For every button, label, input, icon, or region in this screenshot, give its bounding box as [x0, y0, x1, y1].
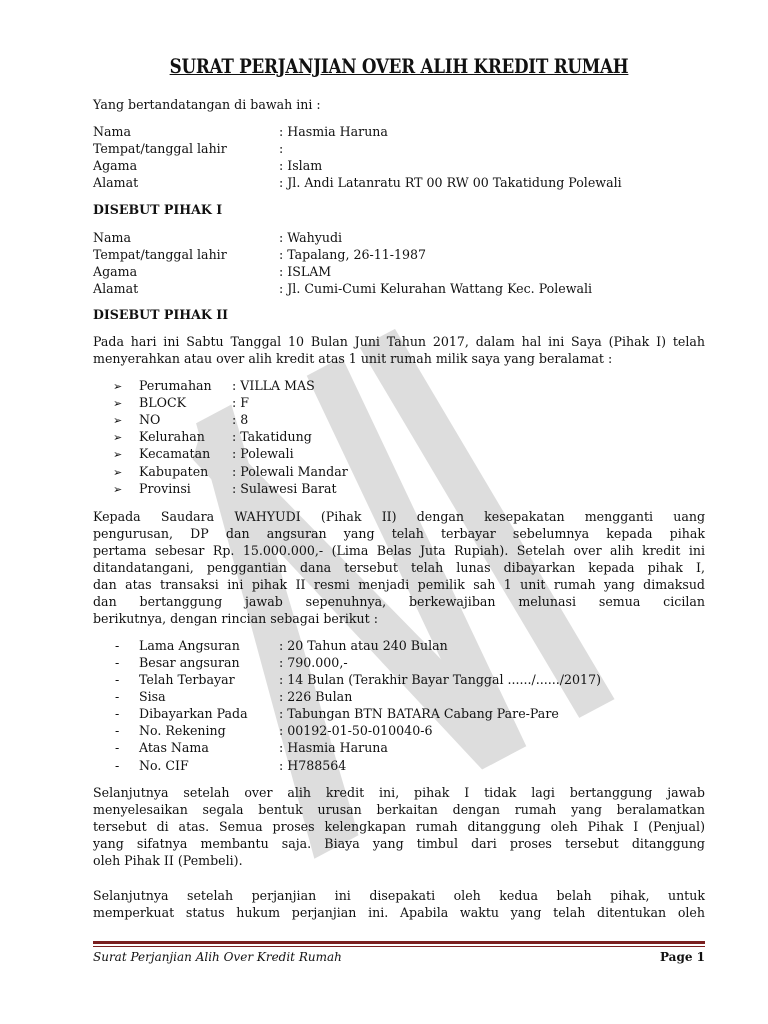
arrow-bullet-icon: ➢ — [113, 431, 123, 444]
item-value: : 790.000,- — [279, 655, 348, 670]
document-title: SURAT PERJANJIAN OVER ALIH KREDIT RUMAH — [169, 55, 629, 78]
pihak1-address-row — [93, 174, 622, 191]
item-label: Atas Nama — [139, 740, 209, 755]
paragraph-4 — [93, 887, 705, 921]
item-label: No. Rekening — [139, 723, 226, 738]
item-label: Sisa — [139, 689, 166, 704]
arrow-bullet-icon: ➢ — [113, 414, 123, 427]
paragraph-line: oleh Pihak II (Pembeli). — [93, 853, 243, 868]
item-label: Provinsi — [139, 481, 191, 496]
item-value: : VILLA MAS — [232, 378, 315, 393]
field-value: : Hasmia Haruna — [279, 124, 388, 139]
field-value: : Jl. Andi Latanratu RT 00 RW 00 Takatidung Polewali — [279, 175, 622, 190]
detail-item — [115, 671, 601, 688]
item-value: : F — [232, 395, 249, 410]
property-item — [113, 463, 348, 481]
pihak1-religion-row — [93, 157, 322, 174]
dash-bullet: - — [115, 706, 120, 721]
item-value: : H788564 — [279, 758, 347, 773]
paragraph-line: menyelesaikan segala bentuk urusan berkaitan dengan rumah yang beralamatkan — [93, 802, 705, 817]
detail-item — [115, 654, 348, 671]
item-value: : Tabungan BTN BATARA Cabang Pare-Pare — [279, 706, 559, 721]
property-item — [113, 480, 337, 498]
paragraph-line: ditandatangani, penggantian dana tersebut telah lunas dibayarkan kepada pihak I, — [93, 560, 705, 575]
pihak2-religion-row — [93, 263, 331, 280]
detail-item — [115, 739, 388, 756]
detail-item — [115, 637, 448, 654]
item-value: : Polewali — [232, 446, 294, 461]
item-label: Besar angsuran — [139, 655, 240, 670]
field-label: Alamat — [93, 281, 139, 296]
item-label: Dibayarkan Pada — [139, 706, 248, 721]
pihak2-heading: DISEBUT PIHAK II — [93, 307, 229, 322]
item-value: : Polewali Mandar — [232, 464, 348, 479]
paragraph-line: Selanjutnya setelah over alih kredit ini, pihak I tidak lagi bertanggung jawab — [93, 785, 705, 800]
pihak2-name-row — [93, 229, 342, 246]
property-item — [113, 411, 248, 429]
paragraph-line: Pada hari ini Sabtu Tanggal 10 Bulan Juni Tahun 2017, dalam hal ini Saya (Pihak I) telah — [93, 334, 705, 349]
arrow-bullet-icon: ➢ — [113, 397, 123, 410]
footer-document-name: Surat Perjanjian Alih Over Kredit Rumah — [93, 950, 342, 964]
pihak2-birth-row — [93, 246, 426, 263]
field-label: Nama — [93, 124, 131, 139]
paragraph-line: dan atas transaksi ini pihak II resmi menjadi pemilik sah 1 unit rumah yang dimaksud — [93, 577, 705, 592]
detail-item — [115, 722, 432, 739]
paragraph-line: Selanjutnya setelah perjanjian ini disepakati oleh kedua belah pihak, untuk — [93, 888, 705, 903]
property-item — [113, 377, 315, 395]
paragraph-line: yang sifatnya membantu saja. Biaya yang timbul dari proses tersebut ditanggung — [93, 836, 705, 851]
property-item — [113, 428, 312, 446]
item-value: : Takatidung — [232, 429, 312, 444]
item-value: : Sulawesi Barat — [232, 481, 337, 496]
field-value: : — [279, 141, 284, 156]
dash-bullet: - — [115, 655, 120, 670]
detail-item — [115, 705, 559, 722]
item-value: : 00192-01-50-010040-6 — [279, 723, 433, 738]
footer-page-number: Page 1 — [659, 950, 705, 964]
item-value: : 8 — [232, 412, 249, 427]
paragraph-line: tersebut di atas. Semua proses kelengkapan rumah ditanggung oleh Pihak I (Penjual) — [93, 819, 705, 834]
field-value: : Wahyudi — [279, 230, 343, 245]
dash-bullet: - — [115, 689, 120, 704]
paragraph-line: menyerahkan atau over alih kredit atas 1 unit rumah milik saya yang beralamat : — [93, 351, 613, 366]
item-label: Kecamatan — [139, 446, 211, 461]
field-label: Agama — [93, 264, 138, 279]
field-value: : Jl. Cumi-Cumi Kelurahan Wattang Kec. Polewali — [279, 281, 593, 296]
field-label: Agama — [93, 158, 138, 173]
dash-bullet: - — [115, 758, 120, 773]
arrow-bullet-icon: ➢ — [113, 448, 123, 461]
item-label: Kabupaten — [139, 464, 209, 479]
dash-bullet: - — [115, 740, 120, 755]
paragraph-line: Kepada Saudara WAHYUDI (Pihak II) dengan kesepakatan mengganti uang — [93, 509, 705, 524]
footer-divider-thick — [93, 941, 705, 944]
pihak1-name-row — [93, 123, 388, 140]
pihak2-address-row — [93, 280, 592, 297]
pihak1-heading: DISEBUT PIHAK I — [93, 202, 223, 217]
property-item — [113, 445, 294, 463]
item-value: : 20 Tahun atau 240 Bulan — [279, 638, 448, 653]
dash-bullet: - — [115, 672, 120, 687]
field-label: Nama — [93, 230, 131, 245]
arrow-bullet-icon: ➢ — [113, 483, 123, 496]
paragraph-line: berikutnya, dengan rincian sebagai berikut : — [93, 611, 378, 626]
item-label: Kelurahan — [139, 429, 205, 444]
item-label: NO — [139, 412, 161, 427]
paragraph-line: dan bertanggung jawab sepenuhnya, berkewajiban melunasi semua cicilan — [93, 594, 705, 609]
item-value: : 226 Bulan — [279, 689, 353, 704]
intro-text: Yang bertandatangan di bawah ini : — [93, 97, 321, 112]
pihak1-birth-row — [93, 140, 283, 157]
paragraph-line: pertama sebesar Rp. 15.000.000,- (Lima Belas Juta Rupiah). Setelah over alih kredit ini — [93, 543, 705, 558]
item-value: : 14 Bulan (Terakhir Bayar Tanggal ....../....../2017) — [279, 672, 602, 687]
item-label: Perumahan — [139, 378, 212, 393]
field-label: Tempat/tanggal lahir — [93, 247, 227, 262]
field-value: : Tapalang, 26-11-1987 — [279, 247, 427, 262]
field-label: Alamat — [93, 175, 139, 190]
arrow-bullet-icon: ➢ — [113, 466, 123, 479]
footer-divider-thin — [93, 946, 705, 947]
field-label: Tempat/tanggal lahir — [93, 141, 227, 156]
paragraph-2 — [93, 508, 705, 627]
paragraph-line: memperkuat status hukum perjanjian ini. Apabila waktu yang telah ditentukan oleh — [93, 905, 705, 920]
item-label: BLOCK — [139, 395, 186, 410]
item-label: Telah Terbayar — [139, 672, 235, 687]
paragraph-line: pengurusan, DP dan angsuran yang telah terbayar sebelumnya kepada pihak — [93, 526, 705, 541]
detail-item — [115, 757, 346, 774]
field-value: : Islam — [279, 158, 323, 173]
paragraph-3 — [93, 784, 705, 869]
dash-bullet: - — [115, 638, 120, 653]
paragraph-1 — [93, 333, 705, 367]
dash-bullet: - — [115, 723, 120, 738]
arrow-bullet-icon: ➢ — [113, 380, 123, 393]
item-label: No. CIF — [139, 758, 189, 773]
field-value: : ISLAM — [279, 264, 332, 279]
property-item — [113, 394, 249, 412]
detail-item — [115, 688, 352, 705]
item-value: : Hasmia Haruna — [279, 740, 388, 755]
item-label: Lama Angsuran — [139, 638, 240, 653]
